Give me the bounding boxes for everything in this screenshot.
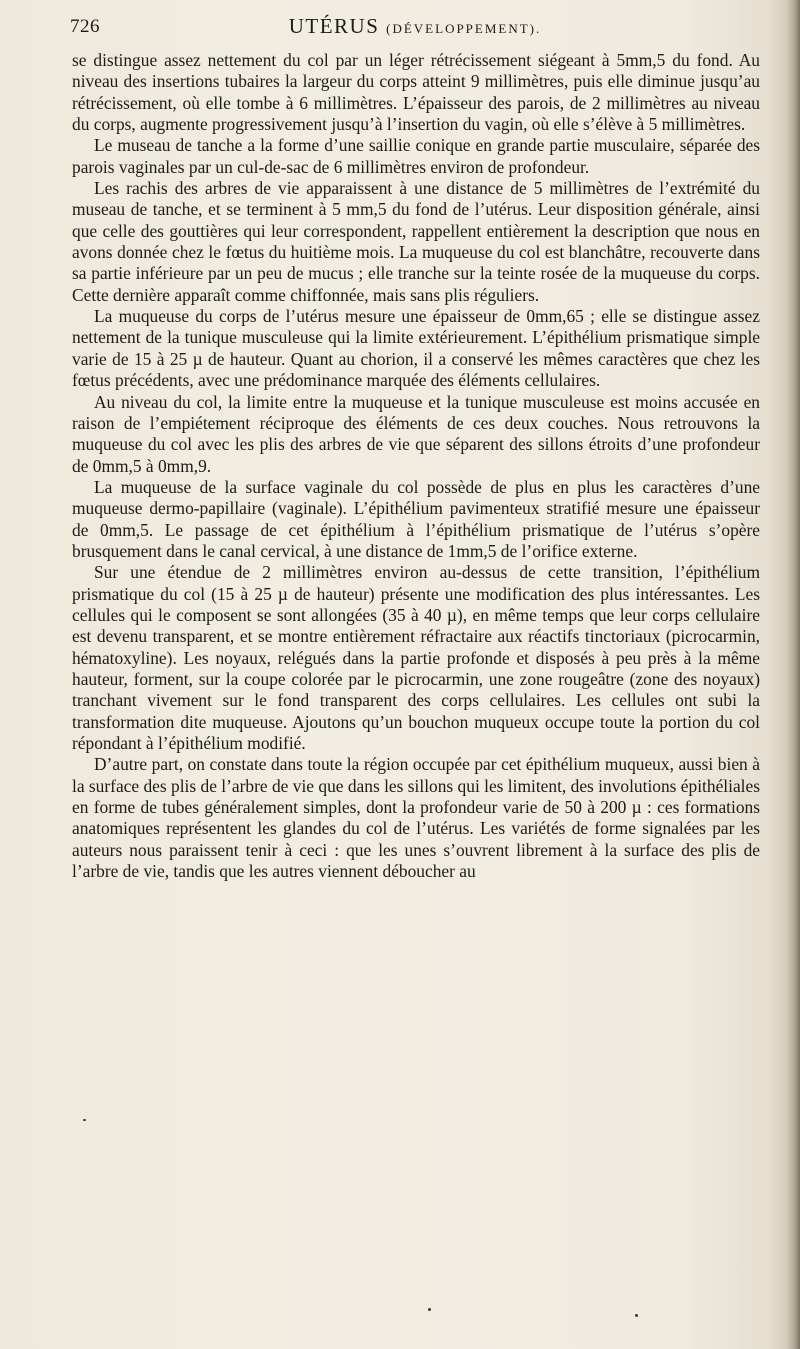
paragraph: La muqueuse du corps de l’utérus mesure une épaisseur de 0mm,65 ; elle se distingue assez nettement de la tunique musculeuse qui la limite extérieurement. L’épithélium prismatique simple varie de 15 à 25 µ de hauteur. Quant au chorion, il a conservé les mêmes caractères que chez les fœtus précédents, avec une prédominance marquée des éléments cellulaires. bbox=[72, 306, 760, 391]
paragraph: Les rachis des arbres de vie apparaissent à une distance de 5 millimètres de l’extrémité du museau de tanche, et se terminent à 5 mm,5 du fond de l’utérus. Leur disposition générale, ainsi que celle des gouttières qui leur correspondent, rappellent entièrement la description que nous en avons donnée chez le fœtus du huitième mois. La muqueuse du col est blanchâtre, recouverte dans sa partie inférieure par un peu de mucus ; elle tranche sur la teinte rosée de la muqueuse du corps. Cette dernière apparaît comme chiffonnée, mais sans plis réguliers. bbox=[72, 178, 760, 305]
paragraph: Le museau de tanche a la forme d’une saillie conique en grande partie musculaire, séparée des parois vaginales par un cul-de-sac de 6 millimètres environ de profondeur. bbox=[72, 135, 760, 177]
paragraph: D’autre part, on constate dans toute la région occupée par cet épithélium muqueux, aussi bien à la surface des plis de l’arbre de vie que dans les sillons qui les limitent, des involutions épithéliales en forme de tubes généralement simples, dont la profondeur varie de 50 à 200 µ : ces formations anatomiques représentent les glandes du col de l’utérus. Les variétés de forme signalées par les auteurs nous paraissent tenir à ceci : que les unes s’ouvrent librement à la surface des plis de l’arbre de vie, tandis que les autres viennent déboucher au bbox=[72, 754, 760, 882]
paragraph: se distingue assez nettement du col par un léger rétrécissement siégeant à 5mm,5 du fond. Au niveau des insertions tubaires la largeur du corps atteint 9 millimètres, puis elle diminue jusqu’au rétrécissement, où elle tombe à 6 millimètres. L’épaisseur des parois, de 2 millimètres au niveau du corps, augmente progressivement jusqu’à l’insertion du vagin, où elle s’élève à 5 millimètres. bbox=[72, 50, 760, 135]
paragraph: La muqueuse de la surface vaginale du col possède de plus en plus les caractères d’une muqueuse dermo-papillaire (vaginale). L’épithélium pavimenteux stratifié mesure une épaisseur de 0mm,5. Le passage de cet épithélium à l’épithélium prismatique de l’utérus s’opère brusquement dans le canal cervical, à une distance de 1mm,5 de l’orifice externe. bbox=[72, 476, 760, 561]
running-head bbox=[70, 14, 760, 39]
paragraph: Au niveau du col, la limite entre la muqueuse et la tunique musculeuse est moins accusée en raison de l’empiétement réciproque des éléments de ces deux couches. Nous retrouvons la muqueuse du col avec les plis des arbres de vie que séparent des sillons étroits d’une profondeur de 0mm,5 à 0mm,9. bbox=[72, 391, 760, 476]
running-head-title: UTÉRUS bbox=[288, 14, 380, 38]
page-number: 726 bbox=[70, 16, 100, 37]
running-head-subtitle: (DÉVELOPPEMENT). bbox=[386, 21, 542, 36]
page-header bbox=[70, 12, 760, 42]
page-edge-shadow bbox=[786, 0, 800, 1349]
body-text bbox=[72, 50, 760, 882]
paragraph: Sur une étendue de 2 millimètres environ au-dessus de cette transition, l’épithélium prismatique du col (15 à 25 µ de hauteur) présente une modification des plus intéressantes. Les cellules qui le composent se sont allongées (35 à 40 µ), en même temps que leur corps cellulaire est devenu transparent, et se montre entièrement réfractaire aux réactifs tinctoriaux (picrocarmin, hématoxyline). Les noyaux, relégués dans la partie profonde et disposés à peu près à la même hauteur, forment, sur la coupe colorée par le picrocarmin, une zone rougeâtre (zone des noyaux) tranchant vivement sur le fond transparent des corps cellulaires. Les cellules ont subi la transformation dite muqueuse. Ajoutons qu’un bouchon muqueux occupe toute la portion du col répondant à l’épithélium modifié. bbox=[72, 562, 760, 753]
